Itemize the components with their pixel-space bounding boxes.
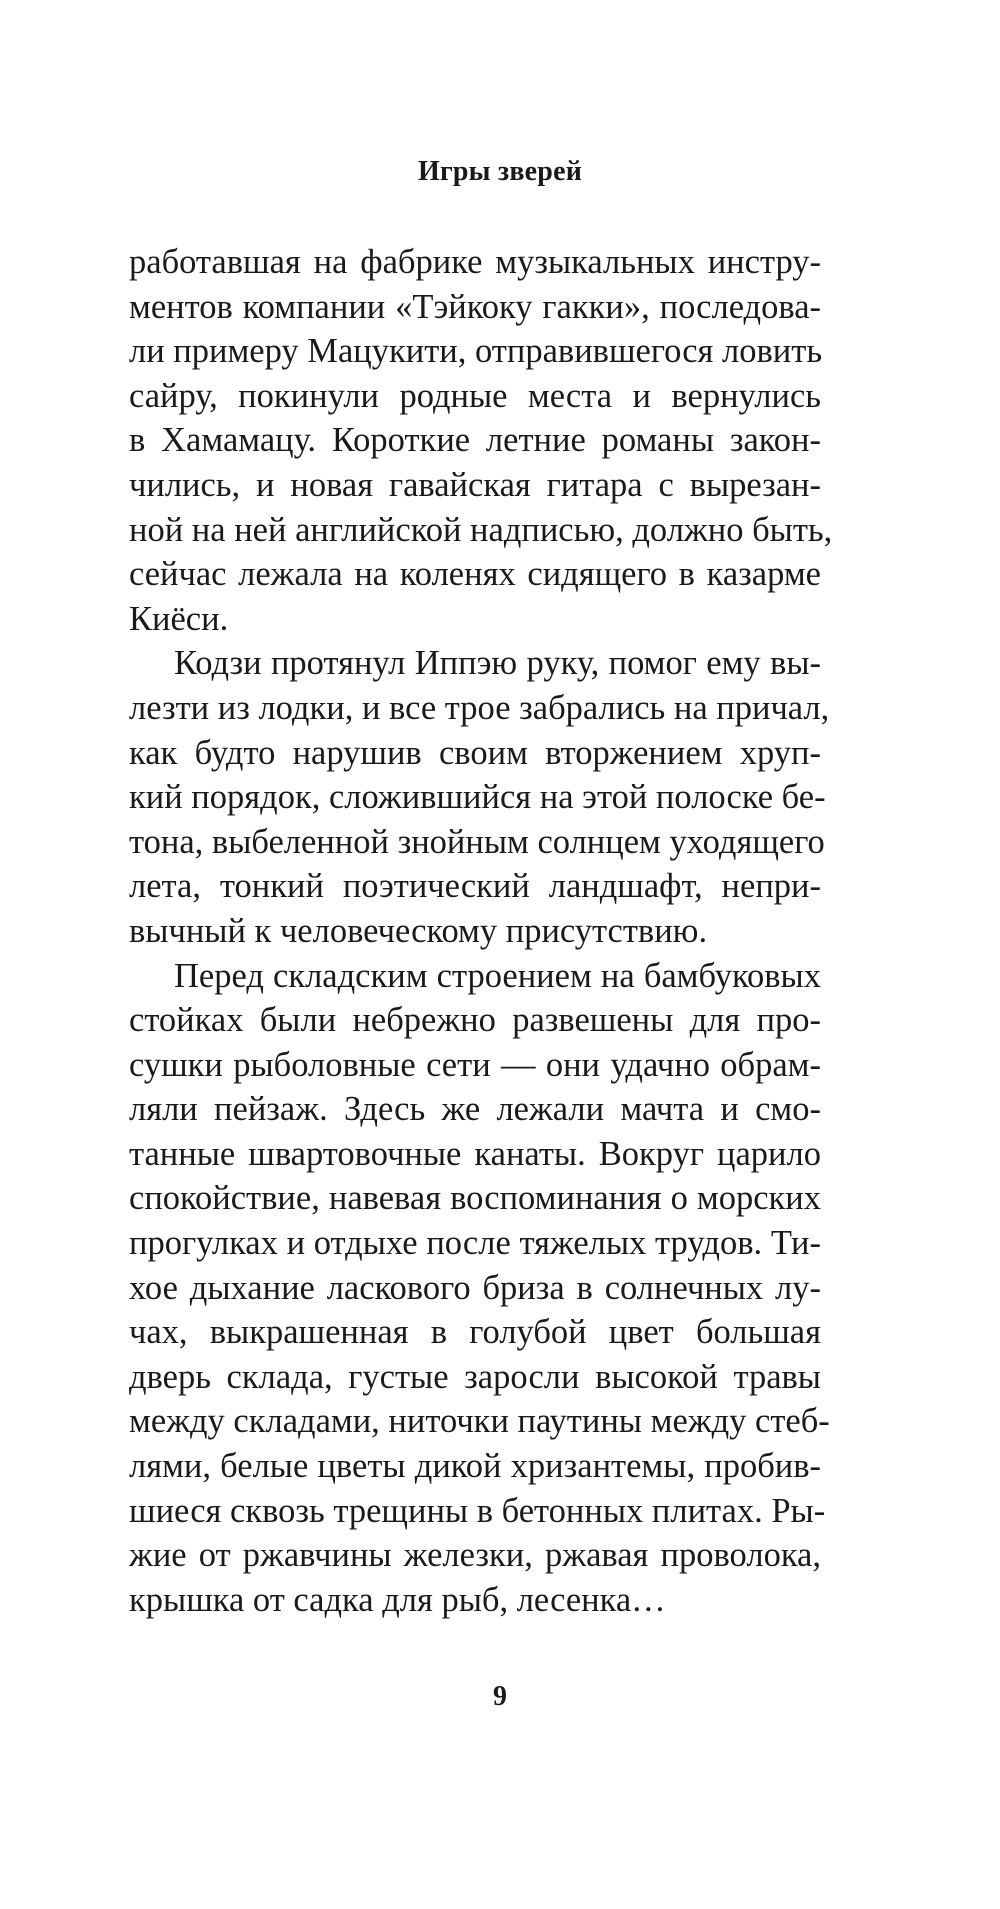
body-text <box>129 240 833 1622</box>
text-line: спокойствие, навевая воспоминания о морских <box>129 1179 821 1218</box>
text-line: Перед складским строением на бамбуковых <box>174 956 821 995</box>
text-line: сайру, покинули родные места и вернулись <box>129 376 821 415</box>
text-line: ли примеру Мацукити, отправившегося ловить <box>129 332 823 371</box>
text-line: сейчас лежала на коленях сидящего в казарме <box>129 555 821 594</box>
text-line: работавшая на фабрике музыкальных инстру- <box>129 243 821 281</box>
text-line: ментов компании «Тэйкоку гакки», последова- <box>129 287 821 326</box>
text-line: в Хамамацу. Короткие летние романы закон- <box>129 421 821 460</box>
text-line: ной на ней английской надписью, должно быть, <box>129 510 833 549</box>
text-line: крышка от садка для рыб, лесенка… <box>129 1580 666 1619</box>
page-number: 9 <box>493 1681 507 1712</box>
text-line: тона, выбеленной знойным солнцем уходящего <box>129 822 825 861</box>
running-head-title: Игры зверей <box>417 156 583 187</box>
text-line: хое дыхание ласкового бриза в солнечных лу- <box>129 1268 821 1307</box>
text-line: стойках были небрежно развешены для про- <box>129 1001 821 1040</box>
paragraph-2 <box>129 641 830 953</box>
text-line: между складами, ниточки паутины между стеб- <box>129 1402 830 1441</box>
text-line: вычный к человеческому присутствию. <box>129 911 708 950</box>
text-line: Кодзи протянул Иппэю руку, помог ему вы- <box>174 644 821 683</box>
text-line: лета, тонкий поэтический ландшафт, непри- <box>129 867 821 906</box>
text-line: танные швартовочные канаты. Вокруг царило <box>129 1134 821 1173</box>
paragraph-1 <box>129 240 833 641</box>
text-line: жие от ржавчины железки, ржавая проволока, <box>129 1536 821 1575</box>
text-line: как будто нарушив своим вторжением хруп- <box>129 733 821 772</box>
text-line: чах, выкрашенная в голубой цвет большая <box>129 1313 821 1352</box>
paragraph-3 <box>129 954 830 1623</box>
text-line: шиеся сквозь трещины в бетонных плитах. Ры- <box>129 1491 826 1530</box>
text-line: сушки рыболовные сети — они удачно обрам- <box>129 1045 821 1084</box>
text-line: дверь склада, густые заросли высокой травы <box>129 1357 821 1396</box>
text-line: лезти из лодки, и все трое забрались на причал, <box>129 688 830 727</box>
text-line: прогулках и отдыхе после тяжелых трудов. Ти- <box>129 1224 821 1263</box>
text-line: Киёси. <box>129 599 229 638</box>
text-line: кий порядок, сложившийся на этой полоске бе- <box>129 778 826 817</box>
text-line: лями, белые цветы дикой хризантемы, пробив- <box>129 1447 821 1486</box>
text-line: ляли пейзаж. Здесь же лежали мачта и смо- <box>129 1090 821 1129</box>
text-line: чились, и новая гавайская гитара с вырезан- <box>129 465 821 504</box>
